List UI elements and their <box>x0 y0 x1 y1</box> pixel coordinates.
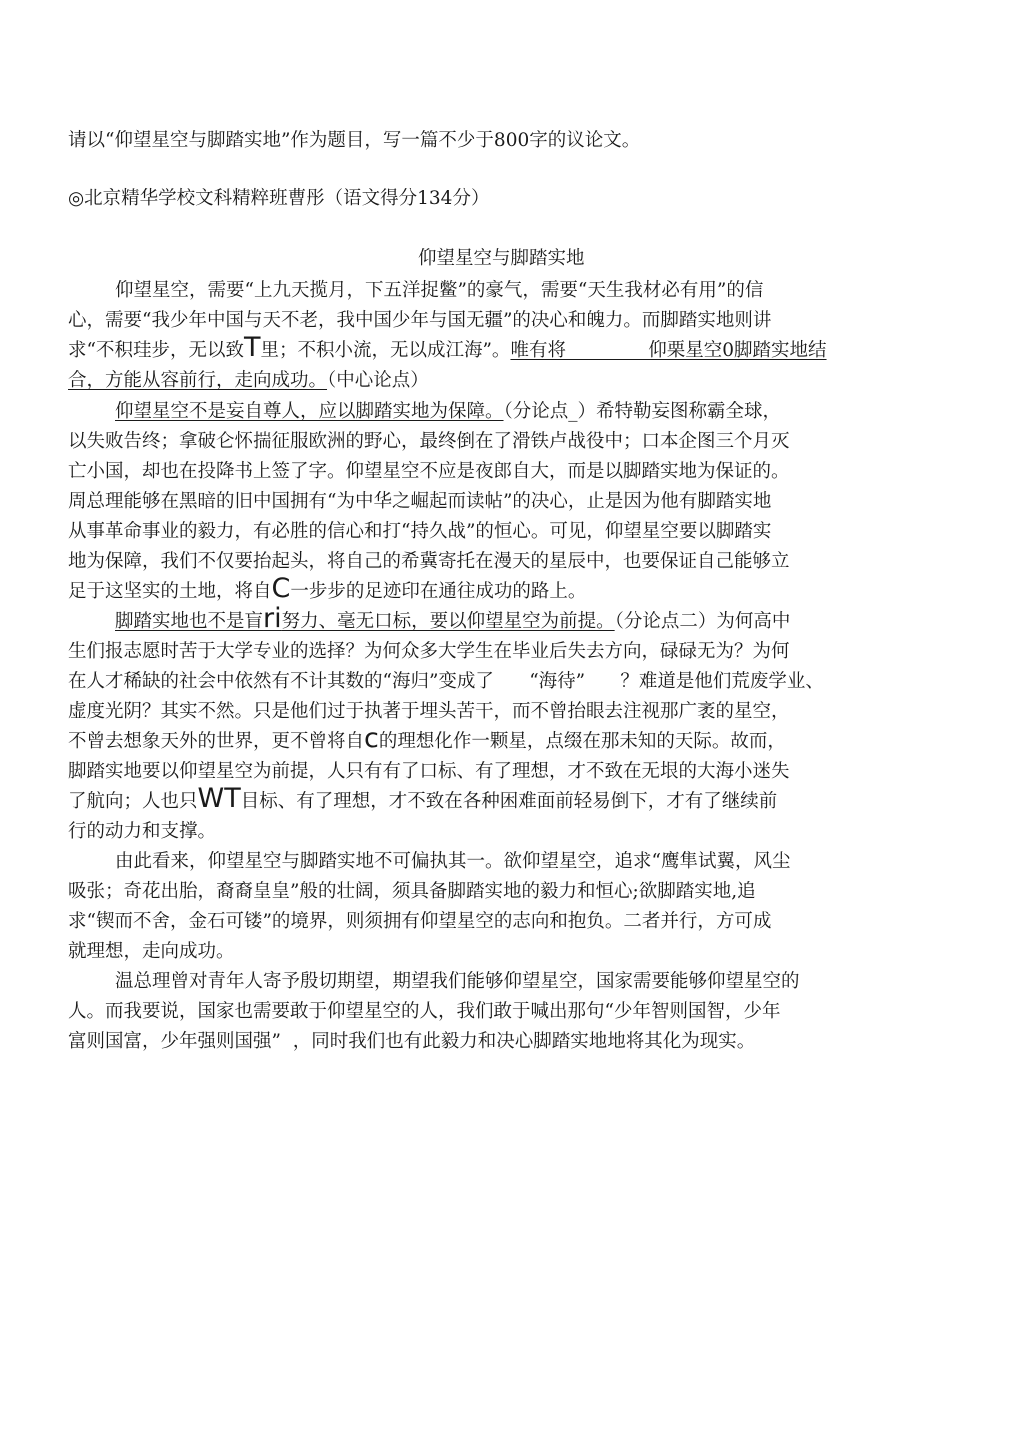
essay-title: 仰望星空与脚踏实地 <box>418 248 585 269</box>
p1-thesis-start: 唯有将 仰栗星空0脚踏实地结 <box>510 340 827 361</box>
p2-line-1 <box>115 401 781 423</box>
p3-line-6: 脚踏实地要以仰望星空为前提，人只有有了口标、有了理想，才不致在无垠的大海小迷失 <box>68 761 790 782</box>
p3-line-8: 行的动力和支撑。 <box>68 821 217 842</box>
p1-stray-glyph: T <box>243 332 261 363</box>
p1-line-2: 心，需要“我少年中国与天不老，我中国少年与国无疆”的决心和魄力。而脚踏实地则讲 <box>68 310 772 331</box>
p1-thesis-end: 合，方能从容前行，走向成功。 <box>68 370 328 391</box>
p3-line-7-text-b: 目标、有了理想，才不致在各种困难面前轻易倒下，才有了继续前 <box>240 791 778 812</box>
p3-subthesis-a: 脚踏实地也不是盲 <box>115 611 264 632</box>
p4-line-1: 由此看来，仰望星空与脚踏实地不可偏执其一。欲仰望星空，追求“鹰隼试翼，风尘 <box>115 851 791 872</box>
p1-line-3-text: 求“不积珪步，无以致 <box>68 340 244 361</box>
p1-line-3 <box>68 332 827 363</box>
p2-line-7 <box>68 573 587 604</box>
p1-line-4 <box>68 370 429 392</box>
p4-line-2: 吸张；奇花出胎，裔裔皇皇”般的壮阔，须具备脚踏实地的毅力和恒心;欲脚踏实地,追 <box>68 881 756 902</box>
p1-thesis-tag: （中心论点） <box>327 370 429 391</box>
p3-stray-glyph-wt: WT <box>197 783 241 814</box>
p2-line-1-rest: （分论点_）希特勒妄图称霸全球， <box>503 401 782 422</box>
p1-line-1: 仰望星空，需要“上九天揽月，下五洋捉鳖”的豪气，需要“天生我材必有用”的信 <box>115 280 764 301</box>
p3-line-7 <box>68 783 778 814</box>
p3-line-1-rest: （分论点二）为何高中 <box>614 611 791 632</box>
p2-line-7-text: 足于这坚实的土地，将自 <box>68 581 272 602</box>
essay-prompt: 请以“仰望星空与脚踏实地”作为题目，写一篇不少于800字的议论文。 <box>68 130 641 151</box>
p3-line-5-text-b: 的理想化作一颗星，点缀在那未知的天际。故而， <box>378 731 786 752</box>
p3-line-5-text: 不曾去想象天外的世界，更不曾将自 <box>68 731 365 752</box>
p2-line-6: 地为保障，我们不仅要抬起头，将自己的希冀寄托在漫天的星辰中，也要保证自己能够立 <box>68 551 790 572</box>
p2-stray-glyph: C <box>271 573 291 604</box>
p5-line-1: 温总理曾对青年人寄予殷切期望，期望我们能够仰望星空，国家需要能够仰望星空的 <box>115 971 800 992</box>
p1-line-3-text-b: 里；不积小流，无以成江海”。 <box>260 340 511 361</box>
p3-line-7-text: 了航向；人也只 <box>68 791 198 812</box>
p3-line-5 <box>68 723 786 754</box>
p4-line-4: 就理想，走向成功。 <box>68 941 235 962</box>
p3-line-3: 在人才稀缺的社会中依然有不计其数的“海归”变成了 “海待” ？难道是他们荒废学业、 <box>68 671 824 692</box>
p2-line-2: 以失败告终；拿破仑怀揣征服欧洲的野心，最终倒在了滑铁卢战役中；口本企图三个月灭 <box>68 431 790 452</box>
p4-line-3: 求“锲而不舍，金石可镂”的境界，则须拥有仰望星空的志向和抱负。二者并行，方可成 <box>68 911 772 932</box>
p3-subthesis-b: 努力、毫无口标，要以仰望星空为前提。 <box>281 611 615 632</box>
p3-line-4: 虚度光阴？其实不然。只是他们过于执著于埋头苦干，而不曾抬眼去注视那广袤的星空， <box>68 701 790 722</box>
p2-line-5: 从事革命事业的毅力，有必胜的信心和打“持久战”的恒心。可见，仰望星空要以脚踏实 <box>68 521 772 542</box>
p2-subthesis: 仰望星空不是妄自尊人，应以脚踏实地为保障。 <box>115 401 504 422</box>
p3-line-1 <box>115 603 791 634</box>
p5-line-2: 人。而我要说，国家也需要敢于仰望星空的人，我们敢于喊出那句“少年智则国智，少年 <box>68 1001 781 1022</box>
p3-stray-glyph: ri <box>263 603 282 634</box>
p5-line-3: 富则国富，少年强则国强” ，同时我们也有此毅力和决心脚踏实地地将其化为现实。 <box>68 1031 756 1052</box>
p2-line-7-text-b: 一步步的足迹印在通往成功的路上。 <box>290 581 587 602</box>
p2-line-4: 周总理能够在黑暗的旧中国拥有“为中华之崛起而读帖”的决心，止是因为他有脚踏实地 <box>68 491 772 512</box>
author-line: ◎北京精华学校文科精粹班曹彤（语文得分134分） <box>68 188 490 209</box>
p2-line-3: 亡小国，却也在投降书上签了字。仰望星空不应是夜郎自大，而是以脚踏实地为保证的。 <box>68 461 790 482</box>
p3-line-2: 生们报志愿时苦于大学专业的选择？为何众多大学生在毕业后失去方向，碌碌无为？为何 <box>68 641 790 662</box>
p3-stray-glyph-c: c <box>364 723 379 754</box>
